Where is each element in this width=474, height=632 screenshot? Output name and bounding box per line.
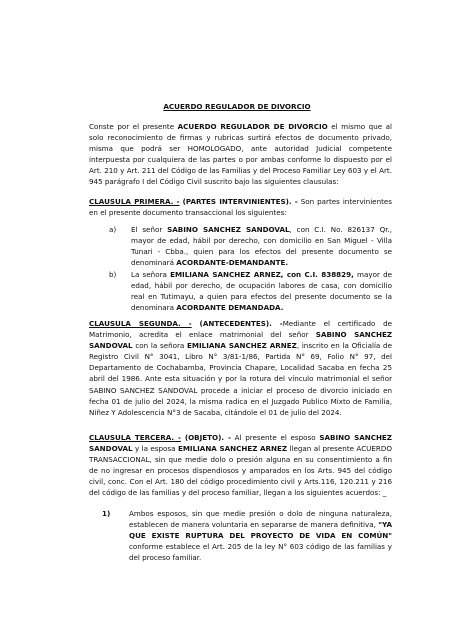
clause-3-wife: EMILIANA SANCHEZ ARNEZ [177, 444, 288, 454]
clause-3 [89, 432, 392, 499]
clause-1-item-a [89, 224, 392, 268]
clause-2 [89, 318, 392, 418]
clause-1-item-a-mark: a) [109, 225, 117, 234]
clause-3-label: CLAUSULA TERCERA. - [89, 433, 181, 442]
clause-2-name: (ANTECEDENTES). - [191, 319, 283, 328]
clause-3-item-1-text-2: conforme establece el Art. 205 de la ley N° 603 código de las familias y del proceso familiar. [129, 542, 392, 563]
intro-text-2: el mismo que al solo reconocimiento de firmas y rubricas surtirá efectos de documento privado, misma que podrá ser HOMOLOGADO, ante autoridad Judicial competente interpuesta por cualquiera de las partes o por ambas conforme lo dispuesto por el Art. 210 y Art. 211 del Código de las Familias y del Proceso Familiar Ley 603 y el Art. 945 parágrafo I del Código Civil suscrito bajo las siguientes clausulas: [89, 122, 392, 187]
clause-2-husband: SABINO SANCHEZ SANDOVAL [89, 330, 393, 351]
clause-2-label: CLAUSULA SEGUNDA. - [89, 319, 192, 328]
clause-3-name: (OBJETO). - [180, 433, 231, 442]
clause-2-text-3: , inscrito en la Oficialía de Registro Civil N° 3041, Libro N° 3/81-1/86, Partida N° 69, Folio N° 97, del Departamento de Cochabamba, Provincia Chapare, Localidad Sacaba en fecha 25 abril del 1986. Ante esta situación y por la rotura del vínculo matrimonial el señor SABINO SANCHEZ SANDOVAL procede a iniciar el proceso de divorcio iniciado en fecha 01 de julio del 2024, la misma radica en el Juzgado Publico Mixto de Familia, Niñez Y Adolescencia N°3 de Sacaba, citándole el 01 de julio del 2024. [89, 341, 392, 417]
clause-1-item-a-role: ACORDANTE-DEMANDANTE. [176, 258, 289, 268]
clause-1-name: (PARTES INTERVINIENTES). - [179, 197, 298, 206]
clause-3-item-1-mark: 1) [102, 509, 111, 518]
clause-3-item-1-text-1: Ambos esposos, sin que medie presión o dolo de ninguna naturaleza, establecen de manera voluntaria en separarse de manera definitiva, [129, 509, 392, 530]
clause-1-item-b-text-1: La señora [131, 270, 171, 279]
clause-1-item-b-text-2: mayor de edad, hábil por derecho, de ocupación labores de casa, con domicilio real en Tutimayu, a quien para efectos del presente documento se la denominara [131, 270, 393, 313]
clause-3-text-1: Al presente el esposo [230, 433, 320, 442]
clause-2-wife: EMILIANA SANCHEZ ARNEZ [187, 341, 297, 351]
clause-3-text-3: llegan al presente ACUERDO TRANSACCIONAL, sin que medie dolo o presión alguna en su consentimiento a fin de no ingresar en procesos dispendiosos y amparados en los Arts. 945 del código civil, conc. Con el Art. 180 del código procedimiento civil y Arts.116, 120.211 y 216 del código de las familias y del proceso familiar, llegan a los siguientes acuerdos: _ [89, 444, 392, 498]
clause-1-item-b [89, 269, 392, 313]
clause-1-item-a-text-2: , con C.I. No. 826137 Qr., mayor de edad, hábil por derecho, con domicilio en San Miguel - Villa Tunari - Cbba., quien para los efectos del presente documento se denominará [131, 225, 393, 268]
clause-1-label: CLAUSULA PRIMERA. - [89, 197, 180, 206]
clause-1-item-b-name: EMILIANA SANCHEZ ARNEZ, con C.I. 838829, [170, 270, 354, 279]
clause-2-text-1: Mediante el certificado de Matrimonio, acredita el enlace matrimonial del señor [89, 319, 392, 340]
clause-1-item-a-name: SABINO SANCHEZ SANDOVAL [167, 225, 290, 234]
clause-1-item-b-role: ACORDANTE DEMANDADA. [176, 303, 284, 313]
clause-3-item-1 [89, 508, 392, 563]
clause-3-item-1-quote: "YA QUE EXISTE RUPTURA DEL PROYECTO DE VIDA EN COMÚN" [129, 520, 392, 541]
intro-text-1: Conste por el presente [89, 122, 178, 131]
clause-2-text-2: con la señora [132, 341, 188, 351]
document-title: ACUERDO REGULADOR DE DIVORCIO [163, 102, 311, 111]
clause-3-husband: SABINO SANCHEZ SANDOVAL [89, 433, 392, 454]
clause-3-text-2: y la esposa [132, 444, 178, 454]
clause-1-item-b-mark: b) [109, 270, 117, 279]
intro-bold-title: ACUERDO REGULADOR DE DIVORCIO [177, 122, 328, 131]
clause-1-text: Son partes intervinientes en el presente documento transaccional los siguientes: [89, 197, 393, 218]
clause-1 [89, 196, 392, 218]
clause-1-item-a-text-1: El señor [131, 225, 168, 234]
intro-paragraph [89, 121, 392, 188]
